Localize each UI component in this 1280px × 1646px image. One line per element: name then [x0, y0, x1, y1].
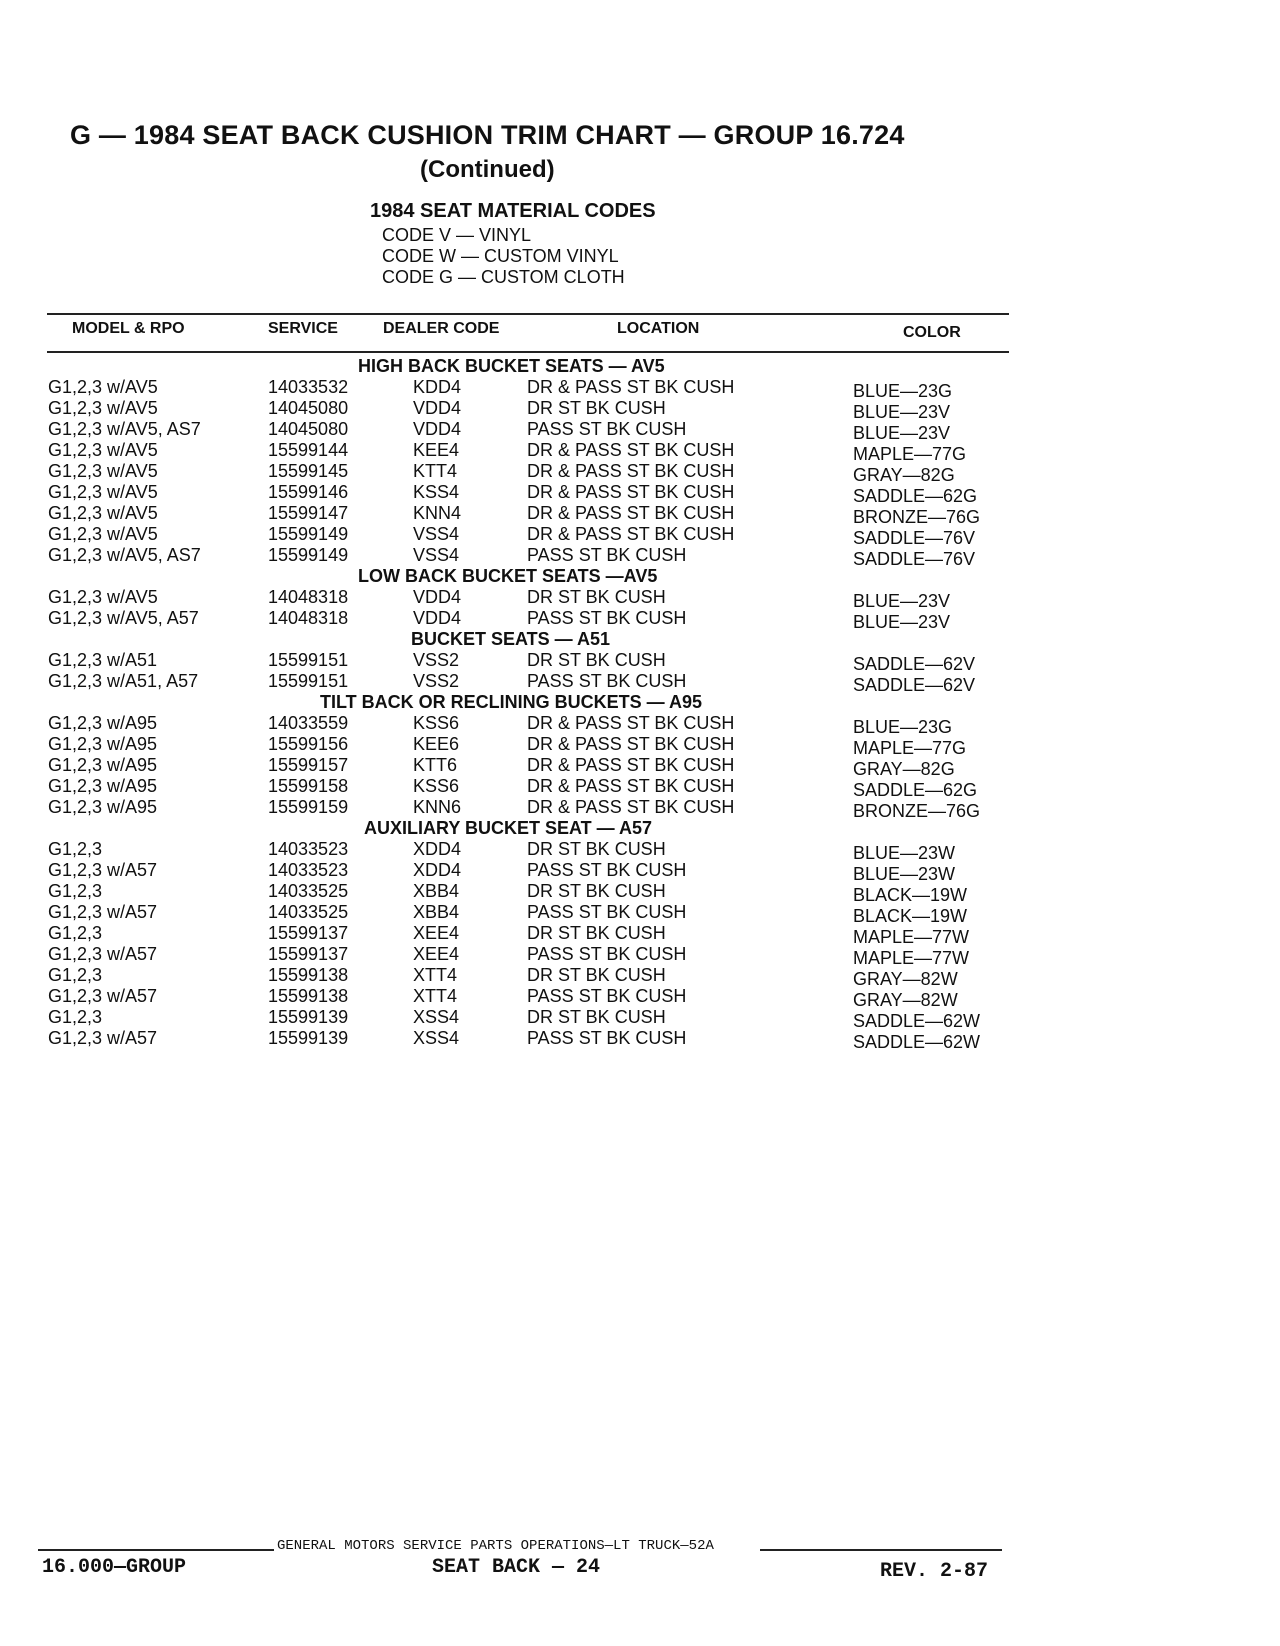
cell-color: SADDLE—62W: [853, 1032, 981, 1052]
section-title: HIGH BACK BUCKET SEATS — AV5: [358, 356, 665, 376]
parts-table: [0, 354, 1280, 1052]
table-row: [0, 900, 1280, 926]
cell-color: BLUE—23W: [853, 843, 956, 863]
cell-location: DR & PASS ST BK CUSH: [527, 734, 735, 754]
cell-service: 14033532: [268, 377, 349, 397]
cell-color: BLUE—23V: [853, 612, 951, 632]
cell-service: 15599157: [268, 755, 349, 775]
cell-dealer-code: KEE4: [413, 440, 460, 460]
page-title: G — 1984 SEAT BACK CUSHION TRIM CHART — GROUP 16.724: [70, 120, 905, 150]
cell-model: G1,2,3 w/A95: [48, 734, 158, 754]
cell-dealer-code: XSS4: [413, 1007, 460, 1027]
cell-color: MAPLE—77W: [853, 948, 970, 968]
cell-location: PASS ST BK CUSH: [527, 860, 687, 880]
cell-model: G1,2,3 w/AV5, AS7: [48, 545, 201, 565]
table-header-rule: [47, 351, 1009, 353]
cell-model: G1,2,3 w/A95: [48, 713, 158, 733]
cell-model: G1,2,3 w/A57: [48, 944, 158, 964]
cell-dealer-code: VDD4: [413, 608, 462, 628]
section-title: TILT BACK OR RECLINING BUCKETS — A95: [320, 692, 703, 712]
cell-service: 15599139: [268, 1028, 349, 1048]
cell-model: G1,2,3 w/AV5, AS7: [48, 419, 201, 439]
material-code-line: CODE V — VINYL: [382, 225, 532, 245]
cell-service: 14033525: [268, 902, 349, 922]
cell-location: DR ST BK CUSH: [527, 923, 666, 943]
cell-service: 14045080: [268, 419, 349, 439]
table-row: [0, 711, 1280, 737]
table-row: [0, 753, 1280, 779]
cell-dealer-code: KNN6: [413, 797, 462, 817]
cell-location: DR & PASS ST BK CUSH: [527, 503, 735, 523]
footer-rule-right: [760, 1549, 1002, 1551]
cell-color: BLUE—23V: [853, 423, 951, 443]
cell-model: G1,2,3 w/AV5: [48, 503, 158, 523]
cell-color: GRAY—82G: [853, 465, 955, 485]
section-header: [0, 354, 1280, 375]
cell-color: BRONZE—76G: [853, 507, 981, 527]
material-code-line: CODE W — CUSTOM VINYL: [382, 246, 619, 266]
cell-model: G1,2,3 w/AV5, A57: [48, 608, 199, 628]
footer-group: 16.000—GROUP: [42, 1556, 187, 1579]
cell-location: DR ST BK CUSH: [527, 650, 666, 670]
cell-dealer-code: XTT4: [413, 986, 458, 1006]
cell-model: G1,2,3 w/AV5: [48, 377, 158, 397]
cell-service: 14045080: [268, 398, 349, 418]
cell-location: PASS ST BK CUSH: [527, 986, 687, 1006]
section-title: AUXILIARY BUCKET SEAT — A57: [364, 818, 653, 838]
cell-model: G1,2,3 w/AV5: [48, 524, 158, 544]
cell-service: 15599145: [268, 461, 349, 481]
column-header-model: MODEL & RPO: [72, 320, 185, 337]
cell-color: MAPLE—77G: [853, 738, 967, 758]
cell-service: 14048318: [268, 587, 349, 607]
column-header-service: SERVICE: [268, 320, 338, 337]
cell-service: 15599158: [268, 776, 349, 796]
section-header: [0, 564, 1280, 585]
table-row: [0, 879, 1280, 905]
cell-dealer-code: XBB4: [413, 881, 460, 901]
cell-dealer-code: KEE6: [413, 734, 460, 754]
cell-dealer-code: KNN4: [413, 503, 462, 523]
footer-rule-left: [38, 1549, 274, 1551]
cell-location: DR & PASS ST BK CUSH: [527, 524, 735, 544]
cell-color: BLUE—23G: [853, 717, 953, 737]
cell-location: DR & PASS ST BK CUSH: [527, 776, 735, 796]
cell-dealer-code: XDD4: [413, 839, 462, 859]
table-row: [0, 459, 1280, 485]
cell-dealer-code: KSS6: [413, 776, 460, 796]
cell-color: SADDLE—62W: [853, 1011, 981, 1031]
table-row: [0, 522, 1280, 548]
cell-location: DR & PASS ST BK CUSH: [527, 461, 735, 481]
cell-dealer-code: KTT6: [413, 755, 458, 775]
material-codes: [370, 200, 656, 288]
cell-location: DR & PASS ST BK CUSH: [527, 797, 735, 817]
cell-location: PASS ST BK CUSH: [527, 608, 687, 628]
table-row: [0, 984, 1280, 1010]
cell-model: G1,2,3 w/AV5: [48, 440, 158, 460]
cell-model: G1,2,3: [48, 881, 103, 901]
table-row: [0, 501, 1280, 527]
table-row: [0, 438, 1280, 464]
cell-location: PASS ST BK CUSH: [527, 545, 687, 565]
cell-dealer-code: XBB4: [413, 902, 460, 922]
cell-model: G1,2,3 w/A51, A57: [48, 671, 199, 691]
cell-service: 14048318: [268, 608, 349, 628]
cell-model: G1,2,3: [48, 923, 103, 943]
cell-dealer-code: VSS2: [413, 650, 460, 670]
cell-dealer-code: VDD4: [413, 398, 462, 418]
cell-dealer-code: KSS4: [413, 482, 460, 502]
cell-color: BLACK—19W: [853, 885, 968, 905]
cell-service: 15599139: [268, 1007, 349, 1027]
cell-model: G1,2,3 w/A95: [48, 776, 158, 796]
cell-service: 15599156: [268, 734, 349, 754]
cell-location: DR ST BK CUSH: [527, 839, 666, 859]
cell-model: G1,2,3: [48, 965, 103, 985]
cell-dealer-code: XSS4: [413, 1028, 460, 1048]
cell-color: BLUE—23V: [853, 402, 951, 422]
cell-dealer-code: KTT4: [413, 461, 458, 481]
cell-dealer-code: XEE4: [413, 944, 460, 964]
cell-model: G1,2,3 w/A57: [48, 986, 158, 1006]
cell-location: DR & PASS ST BK CUSH: [527, 713, 735, 733]
cell-location: DR ST BK CUSH: [527, 881, 666, 901]
table-row: [0, 732, 1280, 758]
cell-service: 15599159: [268, 797, 349, 817]
table-row: [0, 858, 1280, 884]
cell-service: 15599144: [268, 440, 349, 460]
cell-location: DR ST BK CUSH: [527, 965, 666, 985]
cell-dealer-code: KDD4: [413, 377, 462, 397]
cell-location: DR & PASS ST BK CUSH: [527, 755, 735, 775]
cell-model: G1,2,3 w/AV5: [48, 482, 158, 502]
table-row: [0, 375, 1280, 401]
cell-location: PASS ST BK CUSH: [527, 1028, 687, 1048]
cell-dealer-code: VSS4: [413, 545, 460, 565]
footer-revision: REV. 2-87: [880, 1560, 989, 1583]
section-header: [0, 627, 1280, 648]
cell-color: BLUE—23V: [853, 591, 951, 611]
table-row: [0, 480, 1280, 506]
cell-location: DR & PASS ST BK CUSH: [527, 482, 735, 502]
table-row: [0, 606, 1280, 632]
cell-color: BLACK—19W: [853, 906, 968, 926]
table-row: [0, 396, 1280, 422]
cell-service: 15599138: [268, 965, 349, 985]
cell-model: G1,2,3 w/A57: [48, 902, 158, 922]
cell-model: G1,2,3 w/A57: [48, 1028, 158, 1048]
cell-dealer-code: VDD4: [413, 587, 462, 607]
cell-color: BLUE—23G: [853, 381, 953, 401]
cell-service: 15599149: [268, 545, 349, 565]
cell-service: 14033559: [268, 713, 349, 733]
cell-color: SADDLE—62V: [853, 675, 976, 695]
table-row: [0, 921, 1280, 947]
cell-color: SADDLE—76V: [853, 549, 976, 569]
cell-color: MAPLE—77W: [853, 927, 970, 947]
table-row: [0, 774, 1280, 800]
footer-page-label: SEAT BACK — 24: [432, 1556, 601, 1579]
cell-model: G1,2,3 w/AV5: [48, 461, 158, 481]
cell-service: 15599137: [268, 944, 349, 964]
cell-model: G1,2,3 w/AV5: [48, 398, 158, 418]
cell-service: 14033523: [268, 860, 349, 880]
cell-location: DR & PASS ST BK CUSH: [527, 377, 735, 397]
cell-service: 15599137: [268, 923, 349, 943]
cell-color: SADDLE—62V: [853, 654, 976, 674]
cell-service: 14033525: [268, 881, 349, 901]
cell-dealer-code: VSS4: [413, 524, 460, 544]
cell-service: 15599146: [268, 482, 349, 502]
cell-service: 14033523: [268, 839, 349, 859]
cell-service: 15599149: [268, 524, 349, 544]
cell-dealer-code: XEE4: [413, 923, 460, 943]
cell-color: SADDLE—76V: [853, 528, 976, 548]
cell-service: 15599138: [268, 986, 349, 1006]
section-header: [0, 816, 1280, 837]
table-row: [0, 417, 1280, 443]
cell-model: G1,2,3: [48, 839, 103, 859]
table-row: [0, 963, 1280, 989]
cell-service: 15599147: [268, 503, 349, 523]
table-row: [0, 795, 1280, 821]
table-row: [0, 669, 1280, 695]
cell-color: BLUE—23W: [853, 864, 956, 884]
section-title: LOW BACK BUCKET SEATS —AV5: [358, 566, 658, 586]
cell-color: MAPLE—77G: [853, 444, 967, 464]
cell-model: G1,2,3: [48, 1007, 103, 1027]
material-codes-heading: 1984 SEAT MATERIAL CODES: [370, 200, 656, 222]
cell-model: G1,2,3 w/A95: [48, 797, 158, 817]
cell-location: DR ST BK CUSH: [527, 1007, 666, 1027]
cell-color: GRAY—82W: [853, 969, 958, 989]
material-code-line: CODE G — CUSTOM CLOTH: [382, 267, 625, 287]
cell-model: G1,2,3 w/AV5: [48, 587, 158, 607]
cell-location: PASS ST BK CUSH: [527, 419, 687, 439]
section-title: BUCKET SEATS — A51: [411, 629, 611, 649]
cell-model: G1,2,3 w/A57: [48, 860, 158, 880]
cell-color: BRONZE—76G: [853, 801, 981, 821]
section-header: [0, 690, 1280, 711]
table-row: [0, 1026, 1280, 1052]
cell-location: DR ST BK CUSH: [527, 587, 666, 607]
table-row: [0, 543, 1280, 569]
cell-dealer-code: XTT4: [413, 965, 458, 985]
cell-location: DR ST BK CUSH: [527, 398, 666, 418]
table-top-rule: [47, 313, 1009, 315]
cell-color: SADDLE—62G: [853, 486, 978, 506]
cell-service: 15599151: [268, 650, 349, 670]
cell-dealer-code: XDD4: [413, 860, 462, 880]
page-subtitle: (Continued): [420, 156, 555, 183]
cell-model: G1,2,3 w/A51: [48, 650, 158, 670]
cell-location: PASS ST BK CUSH: [527, 902, 687, 922]
cell-dealer-code: VSS2: [413, 671, 460, 691]
cell-location: DR & PASS ST BK CUSH: [527, 440, 735, 460]
table-row: [0, 585, 1280, 611]
column-header-dealer-code: DEALER CODE: [383, 320, 500, 337]
table-row: [0, 1005, 1280, 1031]
cell-location: PASS ST BK CUSH: [527, 671, 687, 691]
cell-model: G1,2,3 w/A95: [48, 755, 158, 775]
cell-dealer-code: KSS6: [413, 713, 460, 733]
table-row: [0, 942, 1280, 968]
footer-publisher-line: GENERAL MOTORS SERVICE PARTS OPERATIONS—LT TRUCK—52A: [277, 1538, 714, 1554]
cell-dealer-code: VDD4: [413, 419, 462, 439]
cell-location: PASS ST BK CUSH: [527, 944, 687, 964]
table-row: [0, 837, 1280, 863]
cell-color: GRAY—82G: [853, 759, 955, 779]
cell-service: 15599151: [268, 671, 349, 691]
column-header-location: LOCATION: [617, 320, 700, 337]
column-header-color: COLOR: [903, 324, 961, 341]
cell-color: GRAY—82W: [853, 990, 958, 1010]
cell-color: SADDLE—62G: [853, 780, 978, 800]
table-row: [0, 648, 1280, 674]
